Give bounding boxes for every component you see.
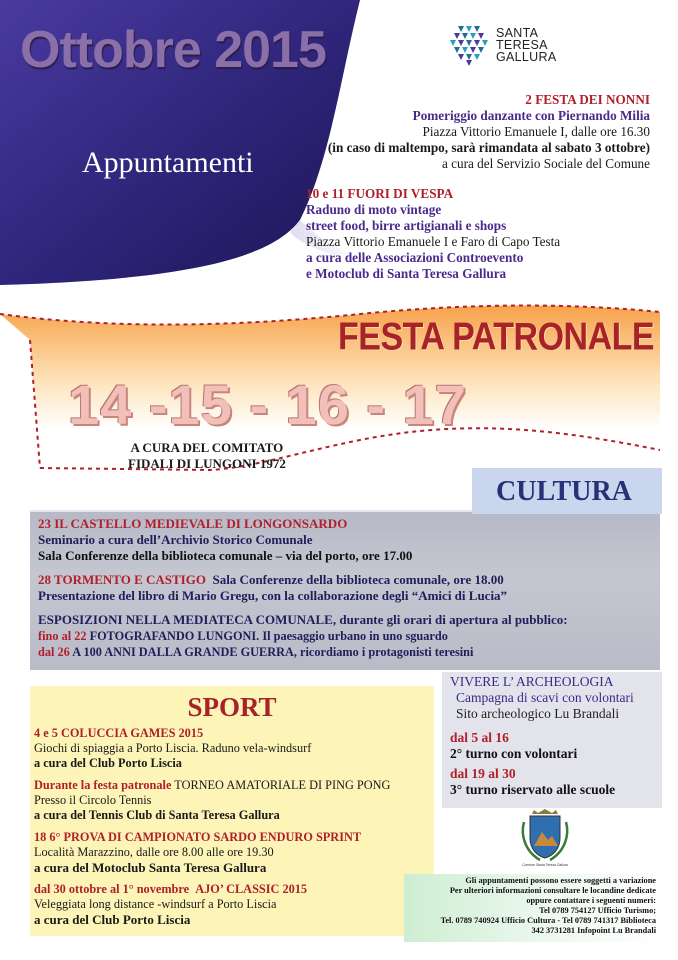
cultura-line: Sala Conferenze della biblioteca comunale – via del porto, ore 17.00 <box>38 548 413 563</box>
cultura-section <box>30 510 660 670</box>
sport-line: Giochi di spiaggia a Porto Liscia. Raduno vela-windsurf <box>34 741 312 755</box>
archeologia-date: dal 5 al 16 <box>450 730 509 745</box>
event-line: Piazza Vittorio Emanuele I e Faro di Capo Testa <box>306 234 561 249</box>
event-line: a cura delle Associazioni Controevento <box>306 250 524 265</box>
cultura-event-title: ESPOSIZIONI NELLA MEDIATECA COMUNALE, durante gli orari di apertura al pubblico: <box>38 612 568 627</box>
sport-event: Durante la festa patronale TORNEO AMATORIALE DI PING PONG <box>34 778 391 792</box>
event-festa-nonni <box>328 92 650 172</box>
info-section <box>404 874 662 942</box>
crest-caption: Comune Santa Teresa Gallura <box>522 863 568 867</box>
sport-event: dal 30 ottobre al 1° novembre AJO’ CLASSIC 2015 <box>34 882 308 896</box>
sport-line: a cura del Motoclub Santa Teresa Gallura <box>34 860 267 875</box>
event-title: 10 e 11 FUORI DI VESPA <box>306 186 454 201</box>
sport-title: SPORT <box>187 692 277 722</box>
event-fuori-di-vespa <box>306 186 560 282</box>
sport-line: a cura del Club Porto Liscia <box>34 756 182 770</box>
triangle-mosaic-icon <box>448 26 490 66</box>
archeologia-turn: 3° turno riservato alle scuole <box>450 782 616 797</box>
archeologia-line: Campagna di scavi con volontari <box>456 690 634 705</box>
info-line: Tel. 0789 740924 Ufficio Cultura - Tel 0789 741317 Biblioteca <box>440 916 656 925</box>
sport-line: a cura del Tennis Club di Santa Teresa Gallura <box>34 808 280 822</box>
event-line: Pomeriggio danzante con Piernando Milia <box>412 108 650 123</box>
info-line: Tel 0789 754127 Ufficio Turismo; <box>539 906 656 915</box>
sport-event-title: 18 6° PROVA DI CAMPIONATO SARDO ENDURO SPRINT <box>34 830 362 844</box>
sport-section <box>30 686 434 936</box>
info-line: Per ulteriori informazioni consultare le locandine dedicate <box>449 886 656 895</box>
sport-line: Presso il Circolo Tennis <box>34 793 152 807</box>
municipal-crest-icon <box>518 808 572 870</box>
cultura-line: Seminario a cura dell’Archivio Storico Comunale <box>38 532 313 547</box>
event-line: e Motoclub di Santa Teresa Gallura <box>306 266 507 281</box>
event-line: street food, birre artigianali e shops <box>306 218 507 233</box>
archeologia-date: dal 19 al 30 <box>450 766 516 781</box>
santa-teresa-logo <box>448 24 578 68</box>
event-line: Piazza Vittorio Emanuele I, dalle ore 16.30 <box>422 124 650 139</box>
page-title: Ottobre 2015 <box>20 21 326 79</box>
cultura-event-title: 28 TORMENTO E CASTIGO <box>38 572 206 587</box>
logo-text: SANTA TERESA GALLURA <box>496 26 557 64</box>
festa-dates: 14 -15 - 16 - 17 <box>68 373 467 436</box>
cultura-event-title: 23 IL CASTELLO MEDIEVALE DI LONGONSARDO <box>38 516 348 531</box>
cultura-exhibit: fino al 22 FOTOGRAFANDO LUNGONI. Il paesaggio urbano in uno sguardo <box>38 629 448 643</box>
festa-title: FESTA PATRONALE <box>338 315 655 359</box>
sport-line: a cura del Club Porto Liscia <box>34 912 191 927</box>
info-line: oppure contattare i seguenti numeri: <box>526 896 656 905</box>
sport-line: Veleggiata long distance -windsurf a Porto Liscia <box>34 897 277 911</box>
info-line: 342 3731281 Infopoint Lu Brandali <box>531 926 656 935</box>
archeologia-section <box>442 672 662 808</box>
event-line: a cura del Servizio Sociale del Comune <box>442 156 650 171</box>
cultura-title: CULTURA <box>496 476 632 507</box>
page-subtitle: Appuntamenti <box>82 146 254 179</box>
cultura-exhibit: dal 26 A 100 ANNI DALLA GRANDE GUERRA, ricordiamo i protagonisti teresini <box>38 645 474 659</box>
festa-organizer: A CURA DEL COMITATO FIDALI DI LUNGONI 1972 <box>128 440 286 471</box>
archeologia-line: Sito archeologico Lu Brandali <box>456 706 620 721</box>
cultura-line: Sala Conferenze della biblioteca comunale, ore 18.00 <box>212 572 504 587</box>
info-line: Gli appuntamenti possono essere soggetti a variazione <box>465 876 656 885</box>
archeologia-turn: 2° turno con volontari <box>450 746 578 761</box>
event-title: 2 FESTA DEI NONNI <box>525 92 650 107</box>
sport-event-title: 4 e 5 COLUCCIA GAMES 2015 <box>34 726 204 740</box>
sport-line: Località Marazzino, dalle ore 8.00 alle ore 19.30 <box>34 845 274 859</box>
event-line: (in caso di maltempo, sarà rimandata al sabato 3 ottobre) <box>327 140 650 155</box>
cultura-line: Presentazione del libro di Mario Gregu, con la collaborazione degli “Amici di Lucia” <box>38 588 508 603</box>
cultura-event <box>38 572 504 588</box>
archeologia-title: VIVERE L’ ARCHEOLOGIA <box>450 674 614 689</box>
event-line: Raduno di moto vintage <box>306 202 442 217</box>
